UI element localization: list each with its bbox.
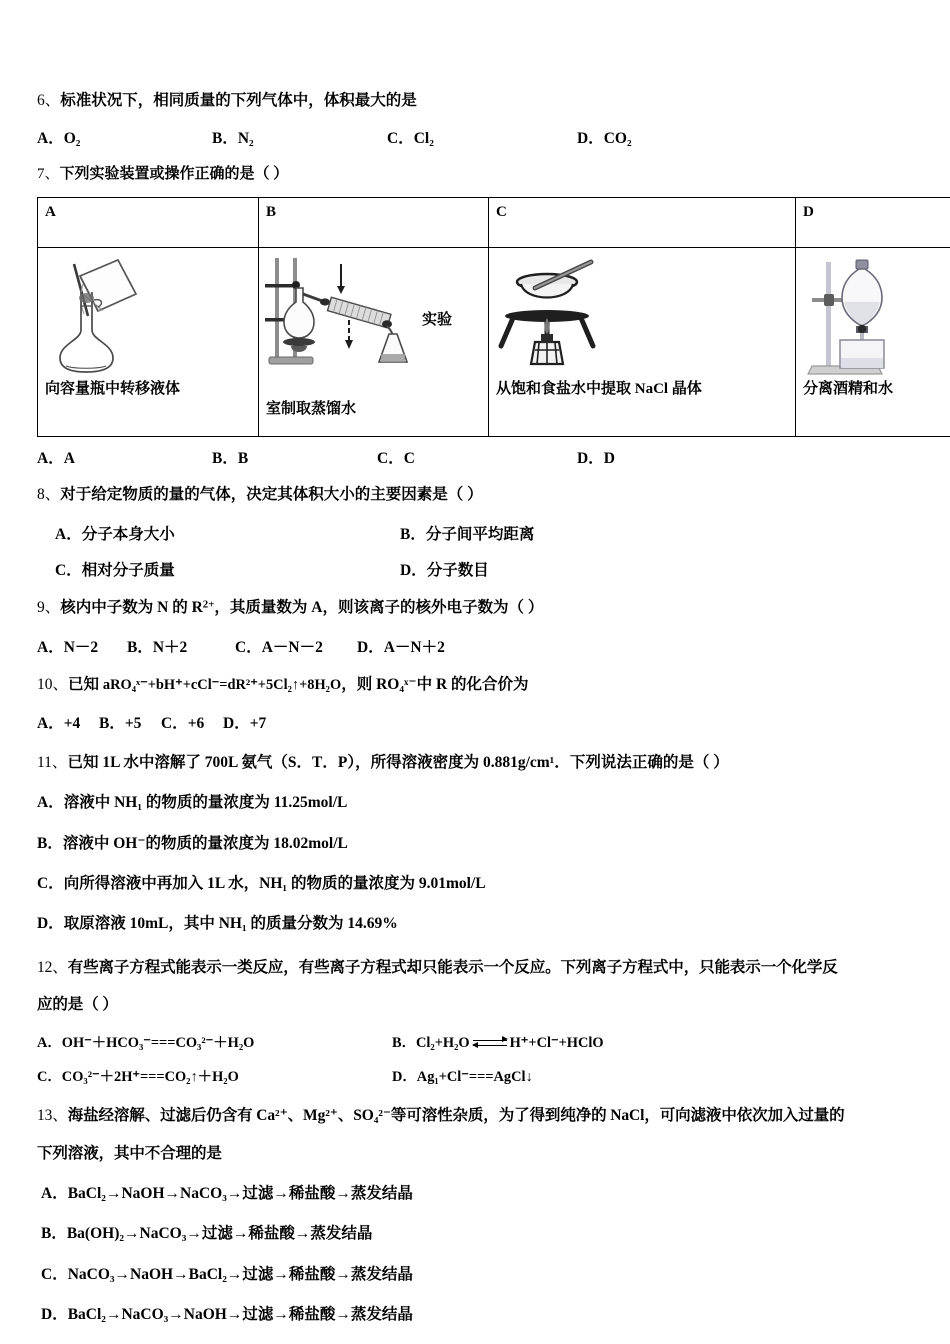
question-12-number: 12、	[37, 958, 68, 976]
water-out-arrow	[345, 320, 353, 349]
q8-option-b[interactable]	[400, 522, 534, 544]
q9-option-d-label: D．	[357, 638, 384, 656]
table-header-b: B	[259, 197, 489, 247]
q12-option-c-label: C．	[37, 1069, 62, 1086]
q7-option-b[interactable]	[212, 446, 377, 468]
experiment-apparatus-table	[37, 197, 950, 437]
q10-option-c-label: C．	[161, 714, 188, 732]
q13-option-c-text: NaCO₃→NaOH→BaCl₂→过滤→稀盐酸→蒸发结晶	[67, 1265, 413, 1283]
q8-option-c[interactable]	[55, 558, 400, 580]
question-7-number: 7、	[37, 166, 60, 183]
separating-funnel-svg	[804, 254, 914, 379]
q9-option-a-label: A．	[37, 638, 64, 656]
q11-option-a-text: 溶液中 NH₁ 的物质的量浓度为 11.25mol/L	[63, 794, 348, 812]
table-header-row	[38, 197, 950, 247]
caption-d: 分离酒精和水	[803, 380, 894, 397]
question-12-text-line1: 有些离子方程式能表示一类反应，有些离子方程式却只能表示一个反应。下列离子方程式中，只能表示一个化学反	[67, 958, 838, 976]
q13-option-a-text: BaCl₂→NaOH→NaCO₃→过滤→稀盐酸→蒸发结晶	[67, 1184, 413, 1202]
q13-option-b-label: B．	[41, 1225, 67, 1243]
q6-option-c-label: C．	[387, 130, 414, 148]
q13-option-b[interactable]	[37, 1221, 913, 1247]
q6-option-b-text: N₂	[237, 130, 254, 148]
question-9-text-pre: 核内中子数为 N 的 R	[60, 599, 203, 617]
question-8-text: 对于给定物质的量的气体，决定其体积大小的主要因素是（ ）	[60, 485, 483, 503]
q11-option-b-label: B．	[37, 834, 63, 852]
q9-option-d-text: A－N＋2	[383, 638, 445, 656]
q13-option-d-label: D．	[41, 1306, 68, 1323]
q10-option-d[interactable]	[223, 711, 266, 733]
q8-option-a-text: 分子本身大小	[81, 526, 175, 544]
question-6-number: 6、	[37, 92, 61, 109]
q11-option-d[interactable]	[37, 911, 913, 937]
q9-option-a[interactable]	[37, 635, 127, 657]
evaporation-tripod-figure	[495, 254, 605, 377]
q7-option-d-text: D	[603, 449, 615, 467]
q11-option-b[interactable]	[37, 831, 913, 857]
q12-option-d[interactable]	[392, 1065, 533, 1086]
q10-option-a-text: +4	[63, 714, 81, 732]
table-header-c: C	[489, 197, 796, 247]
q8-option-b-text: 分子间平均距离	[425, 526, 535, 544]
q11-option-b-text: 溶液中 OH⁻的物质的量浓度为 18.02mol/L	[62, 834, 348, 852]
q11-option-c-text: 向所得溶液中再加入 1L 水，NH₁ 的物质的量浓度为 9.01mol/L	[63, 874, 486, 892]
q6-option-a[interactable]	[37, 126, 212, 148]
q6-option-a-text: O₂	[63, 130, 81, 148]
q11-option-a[interactable]	[37, 790, 913, 816]
q10-option-d-text: +7	[249, 714, 267, 732]
q6-option-a-label: A．	[37, 130, 64, 148]
question-9-options	[37, 635, 913, 657]
q8-option-d-text: 分子数目	[426, 562, 489, 580]
q8-option-a[interactable]	[55, 522, 400, 544]
separating-funnel-figure	[804, 254, 914, 384]
q6-option-b[interactable]	[212, 126, 387, 148]
q6-option-d-label: D．	[577, 130, 604, 148]
q10-option-c-text: +6	[187, 714, 205, 732]
q8-option-d-label: D．	[400, 562, 427, 580]
q10-option-b[interactable]	[99, 711, 161, 733]
question-10-prefix: 已知	[68, 675, 103, 693]
q10-option-b-text: +5	[124, 714, 142, 732]
table-header-d: D	[796, 197, 950, 247]
question-8-stem	[37, 482, 913, 508]
question-12-stem-line2	[37, 992, 913, 1018]
table-body-row	[38, 247, 950, 436]
q12-option-c[interactable]	[37, 1065, 392, 1086]
q6-option-b-label: B．	[212, 130, 238, 148]
q13-option-d-text: BaCl₂→NaCO₃→NaOH→过滤→稀盐酸→蒸发结晶	[67, 1306, 413, 1323]
q12-option-d-text: Ag₁+Cl⁻===AgCl↓	[416, 1069, 533, 1086]
question-13-text-line1: 海盐经溶解、过滤后仍含有 Ca²⁺、Mg²⁺、SO₄²⁻等可溶性杂质，为了得到纯净的 NaCl，可向滤液中依次加入过量的	[67, 1107, 845, 1125]
question-10-suffix: ，则 RO₄ˣ⁻中 R 的化合价为	[341, 675, 529, 693]
question-12-options-row1	[37, 1031, 913, 1052]
q9-option-b-text: N＋2	[152, 638, 188, 656]
q12-option-b[interactable]	[392, 1031, 604, 1052]
caption-c: 从饱和食盐水中提取 NaCl 晶体	[496, 380, 702, 397]
q9-option-c-label: C．	[235, 638, 262, 656]
q11-option-c-label: C．	[37, 874, 64, 892]
q12-option-a-text: OH⁻＋HCO₃⁻===CO₃²⁻＋H₂O	[61, 1035, 255, 1052]
distillation-apparatus-figure	[263, 254, 423, 377]
q9-option-b-label: B．	[127, 638, 153, 656]
q12-option-a-label: A．	[37, 1035, 62, 1052]
question-7-stem	[37, 162, 913, 188]
question-9-number: 9、	[37, 599, 61, 617]
question-11-text: 已知 1L 水中溶解了 700L 氨气（S．T．P），所得溶液密度为 0.881g/cm¹．下列说法正确的是（ ）	[67, 753, 729, 771]
q8-option-d[interactable]	[400, 558, 489, 580]
q7-option-b-text: B	[237, 449, 249, 467]
question-8-options-row2	[37, 558, 913, 580]
question-11-stem	[37, 750, 913, 776]
q12-option-b-text-pre: Cl₂+H₂O	[416, 1035, 470, 1052]
q12-option-a[interactable]	[37, 1031, 392, 1052]
q13-option-a-label: A．	[41, 1184, 68, 1202]
question-7-options	[37, 446, 913, 468]
question-6-text: 标准状况下，相同质量的下列气体中，体积最大的是	[60, 92, 417, 109]
table-cell-a	[38, 247, 259, 436]
q6-option-c[interactable]	[387, 126, 577, 148]
q9-option-b[interactable]	[127, 635, 235, 657]
q8-option-c-label: C．	[55, 562, 82, 580]
q9-option-c-text: A－N－2	[261, 638, 323, 656]
q7-option-a[interactable]	[37, 446, 212, 468]
q7-option-d-label: D．	[577, 449, 604, 467]
table-header-a: A	[38, 197, 259, 247]
q6-option-d-text: CO₂	[603, 130, 632, 148]
evaporation-svg	[495, 254, 605, 372]
b-side-label: 实验	[422, 311, 453, 328]
q12-option-d-label: D．	[392, 1069, 417, 1086]
question-6-options	[37, 126, 913, 148]
q6-option-d[interactable]	[577, 126, 632, 148]
q13-option-d[interactable]	[37, 1302, 913, 1328]
question-7-text: 下列实验装置或操作正确的是（ ）	[59, 166, 289, 183]
question-10-stem	[37, 672, 913, 698]
question-11-number: 11、	[37, 753, 68, 771]
question-9-text-post: ，其质量数为 A，则该离子的核外电子数为（ ）	[214, 599, 544, 617]
q10-option-d-label: D．	[223, 714, 250, 732]
table-cell-c	[489, 247, 796, 436]
q13-option-b-text: Ba(OH)₂→NaCO₃→过滤→稀盐酸→蒸发结晶	[66, 1225, 373, 1243]
distillation-svg	[263, 254, 423, 372]
q7-option-c-label: C．	[377, 449, 404, 467]
q10-option-a-label: A．	[37, 714, 64, 732]
question-12-stem-line1	[37, 955, 913, 981]
q7-option-c-text: C	[403, 449, 415, 467]
q9-option-a-text: N－2	[63, 638, 99, 656]
q8-option-c-text: 相对分子质量	[81, 562, 175, 580]
q11-option-c[interactable]	[37, 871, 913, 897]
question-13-text-line2: 下列溶液，其中不合理的是	[37, 1144, 222, 1162]
page-content	[37, 88, 913, 1328]
question-13-stem-line1	[37, 1103, 913, 1129]
q10-option-a[interactable]	[37, 711, 99, 733]
question-6-stem	[37, 88, 913, 114]
q7-option-b-label: B．	[212, 449, 238, 467]
q10-option-b-label: B．	[99, 714, 125, 732]
q13-option-c[interactable]	[37, 1262, 913, 1288]
q11-option-d-label: D．	[37, 915, 64, 933]
q6-option-c-text: Cl₂	[413, 130, 434, 148]
question-9-stem	[37, 595, 913, 621]
q9-option-d[interactable]	[357, 635, 445, 657]
volumetric-flask-svg	[50, 254, 180, 374]
caption-b: 室制取蒸馏水	[266, 400, 357, 417]
q7-option-a-label: A．	[37, 449, 64, 467]
question-13-stem-line2	[37, 1141, 913, 1167]
q12-option-c-text: CO₃²⁻＋2H⁺===CO₂↑＋H₂O	[61, 1069, 239, 1086]
question-9-charge: 2+	[202, 598, 215, 611]
q8-option-b-label: B．	[400, 526, 426, 544]
q13-option-c-label: C．	[41, 1265, 68, 1283]
question-12-options-row2	[37, 1065, 913, 1086]
q10-option-c[interactable]	[161, 711, 223, 733]
q7-option-a-text: A	[63, 449, 75, 467]
question-10-number: 10、	[37, 675, 69, 693]
question-13-number: 13、	[37, 1107, 68, 1125]
volumetric-flask-transfer-figure	[50, 254, 180, 379]
table-cell-b	[259, 247, 489, 436]
table-cell-d	[796, 247, 950, 436]
question-10-options	[37, 711, 913, 733]
q8-option-a-label: A．	[55, 526, 82, 544]
caption-a: 向容量瓶中转移液体	[45, 380, 181, 397]
q12-option-b-text-post: H⁺+Cl⁻+HClO	[509, 1035, 604, 1052]
question-8-number: 8、	[37, 485, 61, 503]
q7-option-d[interactable]	[577, 446, 615, 468]
q7-option-c[interactable]	[377, 446, 577, 468]
q9-option-c[interactable]	[235, 635, 357, 657]
water-in-arrow	[337, 264, 345, 294]
equilibrium-arrow-icon	[473, 1038, 507, 1050]
question-12-text-line2: 应的是（ ）	[37, 995, 118, 1013]
q12-option-b-label: B．	[392, 1035, 416, 1052]
q13-option-a[interactable]	[37, 1181, 913, 1207]
question-10-equation: aRO₄ˣ⁻+bH⁺+cCl⁻=dR²⁺+5Cl₂↑+8H₂O	[102, 676, 342, 693]
q11-option-d-text: 取原溶液 10mL，其中 NH₁ 的质量分数为 14.69%	[63, 915, 398, 933]
question-8-options-row1	[37, 522, 913, 544]
q11-option-a-label: A．	[37, 794, 64, 812]
